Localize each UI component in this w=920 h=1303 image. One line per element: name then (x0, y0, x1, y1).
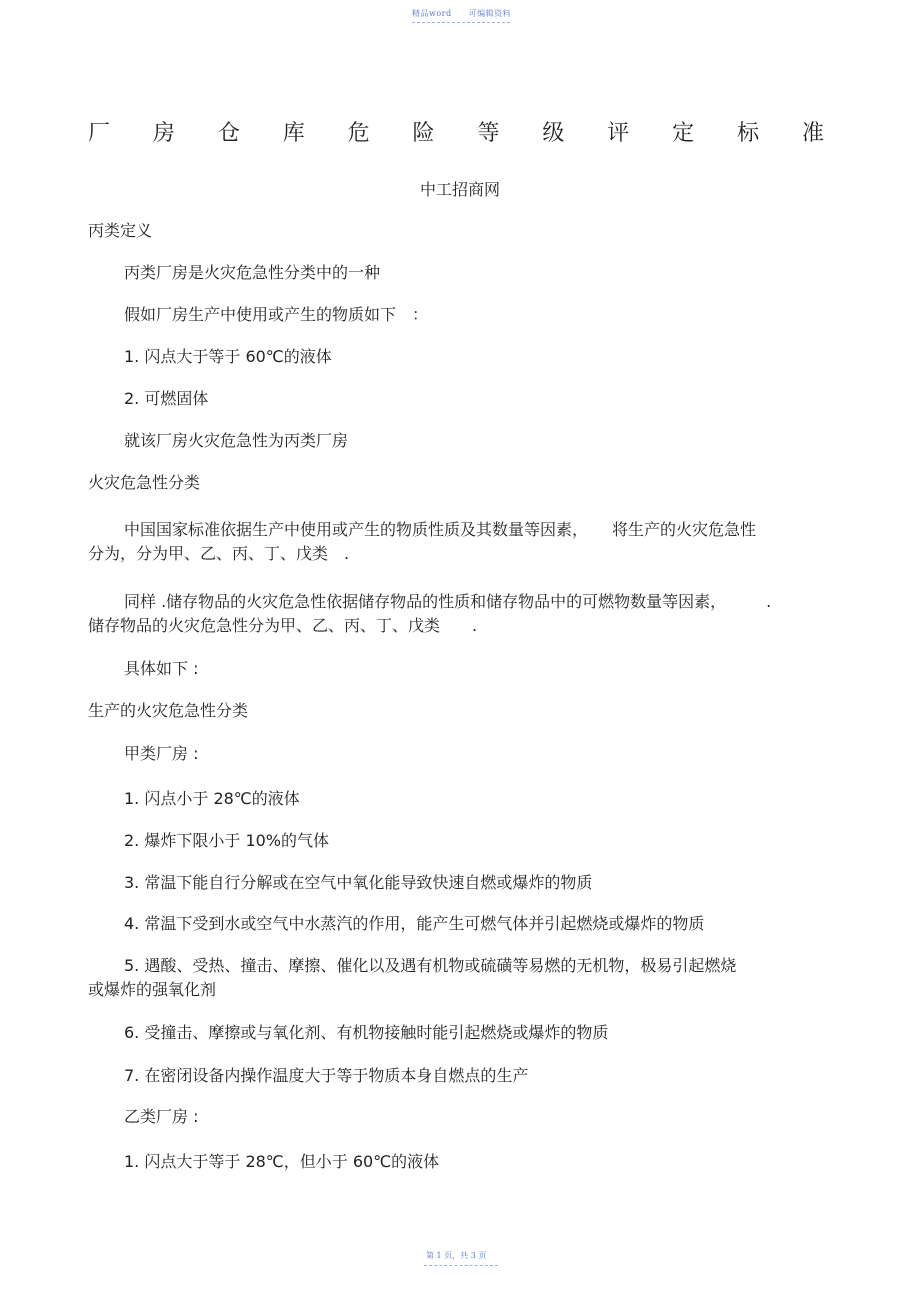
body-line: 1. 闪点大于等于 60℃的液体 (124, 347, 332, 366)
title-char: 险 (412, 121, 435, 146)
document-subtitle: 中工招商网 (419, 180, 500, 199)
header-left-text: 精品word (412, 9, 452, 18)
document-title (88, 116, 824, 147)
body-line: 3. 常温下能自行分解或在空气中氧化能导致快速自燃或爆炸的物质 (124, 873, 593, 892)
paragraph-line: 5. 遇酸、受热、撞击、摩擦、催化以及遇有机物或硫磺等易燃的无机物，极易引起燃烧 (124, 956, 737, 975)
title-char: 定 (672, 121, 695, 146)
title-char: 准 (801, 121, 824, 146)
body-line: 甲类厂房 : (124, 744, 199, 763)
paragraph-line: 或爆炸的强氧化剂 (88, 980, 217, 999)
body-line: 1. 闪点大于等于 28℃，但小于 60℃的液体 (124, 1152, 440, 1171)
footer-divider (424, 1265, 498, 1266)
title-char: 房 (152, 121, 175, 146)
section-heading: 生产的火灾危急性分类 (88, 701, 249, 720)
body-line: 1. 闪点小于 28℃的液体 (124, 789, 300, 808)
body-paragraph (88, 590, 828, 638)
page-header (412, 8, 525, 19)
header-right-text: 可编辑资料 (468, 9, 512, 18)
body-line: 具体如下 : (124, 659, 199, 678)
title-char: 等 (477, 121, 500, 146)
body-paragraph (88, 518, 828, 566)
page-footer: 第 1 页，共 3 页 (426, 1251, 487, 1260)
body-line: 4. 常温下受到水或空气中水蒸汽的作用，能产生可燃气体并引起燃烧或爆炸的物质 (124, 914, 705, 933)
body-line: 2. 爆炸下限小于 10%的气体 (124, 831, 330, 850)
body-line: 6. 受撞击、摩擦或与氧化剂、有机物接触时能引起燃烧或爆炸的物质 (124, 1023, 609, 1042)
body-paragraph (88, 954, 828, 1002)
body-line: 假如厂房生产中使用或产生的物质如下 ： (124, 305, 429, 324)
title-char: 标 (737, 121, 760, 146)
body-line: 乙类厂房 : (124, 1107, 199, 1126)
title-char: 危 (347, 121, 370, 146)
title-char: 厂 (88, 121, 111, 146)
body-line: 丙类厂房是火灾危急性分类中的一种 (124, 263, 381, 282)
section-heading: 丙类定义 (88, 221, 153, 240)
header-divider (412, 22, 510, 23)
paragraph-line: 分为，分为甲、乙、丙、丁、戊类 . (88, 544, 350, 563)
title-char: 仓 (217, 121, 240, 146)
paragraph-line: 储存物品的火灾危急性分为甲、乙、丙、丁、戊类 . (88, 616, 478, 635)
body-line: 7. 在密闭设备内操作温度大于等于物质本身自燃点的生产 (124, 1066, 529, 1085)
paragraph-line: 同样 .储存物品的火灾危急性依据储存物品的性质和储存物品中的可燃物数量等因素， . (124, 592, 772, 611)
title-char: 库 (282, 121, 305, 146)
title-char: 级 (542, 121, 565, 146)
title-char: 评 (607, 121, 630, 146)
section-heading: 火灾危急性分类 (88, 473, 201, 492)
body-line: 就该厂房火灾危急性为丙类厂房 (124, 431, 349, 450)
paragraph-line: 中国国家标准依据生产中使用或产生的物质性质及其数量等因素， 将生产的火灾危急性 (124, 520, 757, 539)
body-line: 2. 可燃固体 (124, 389, 209, 408)
